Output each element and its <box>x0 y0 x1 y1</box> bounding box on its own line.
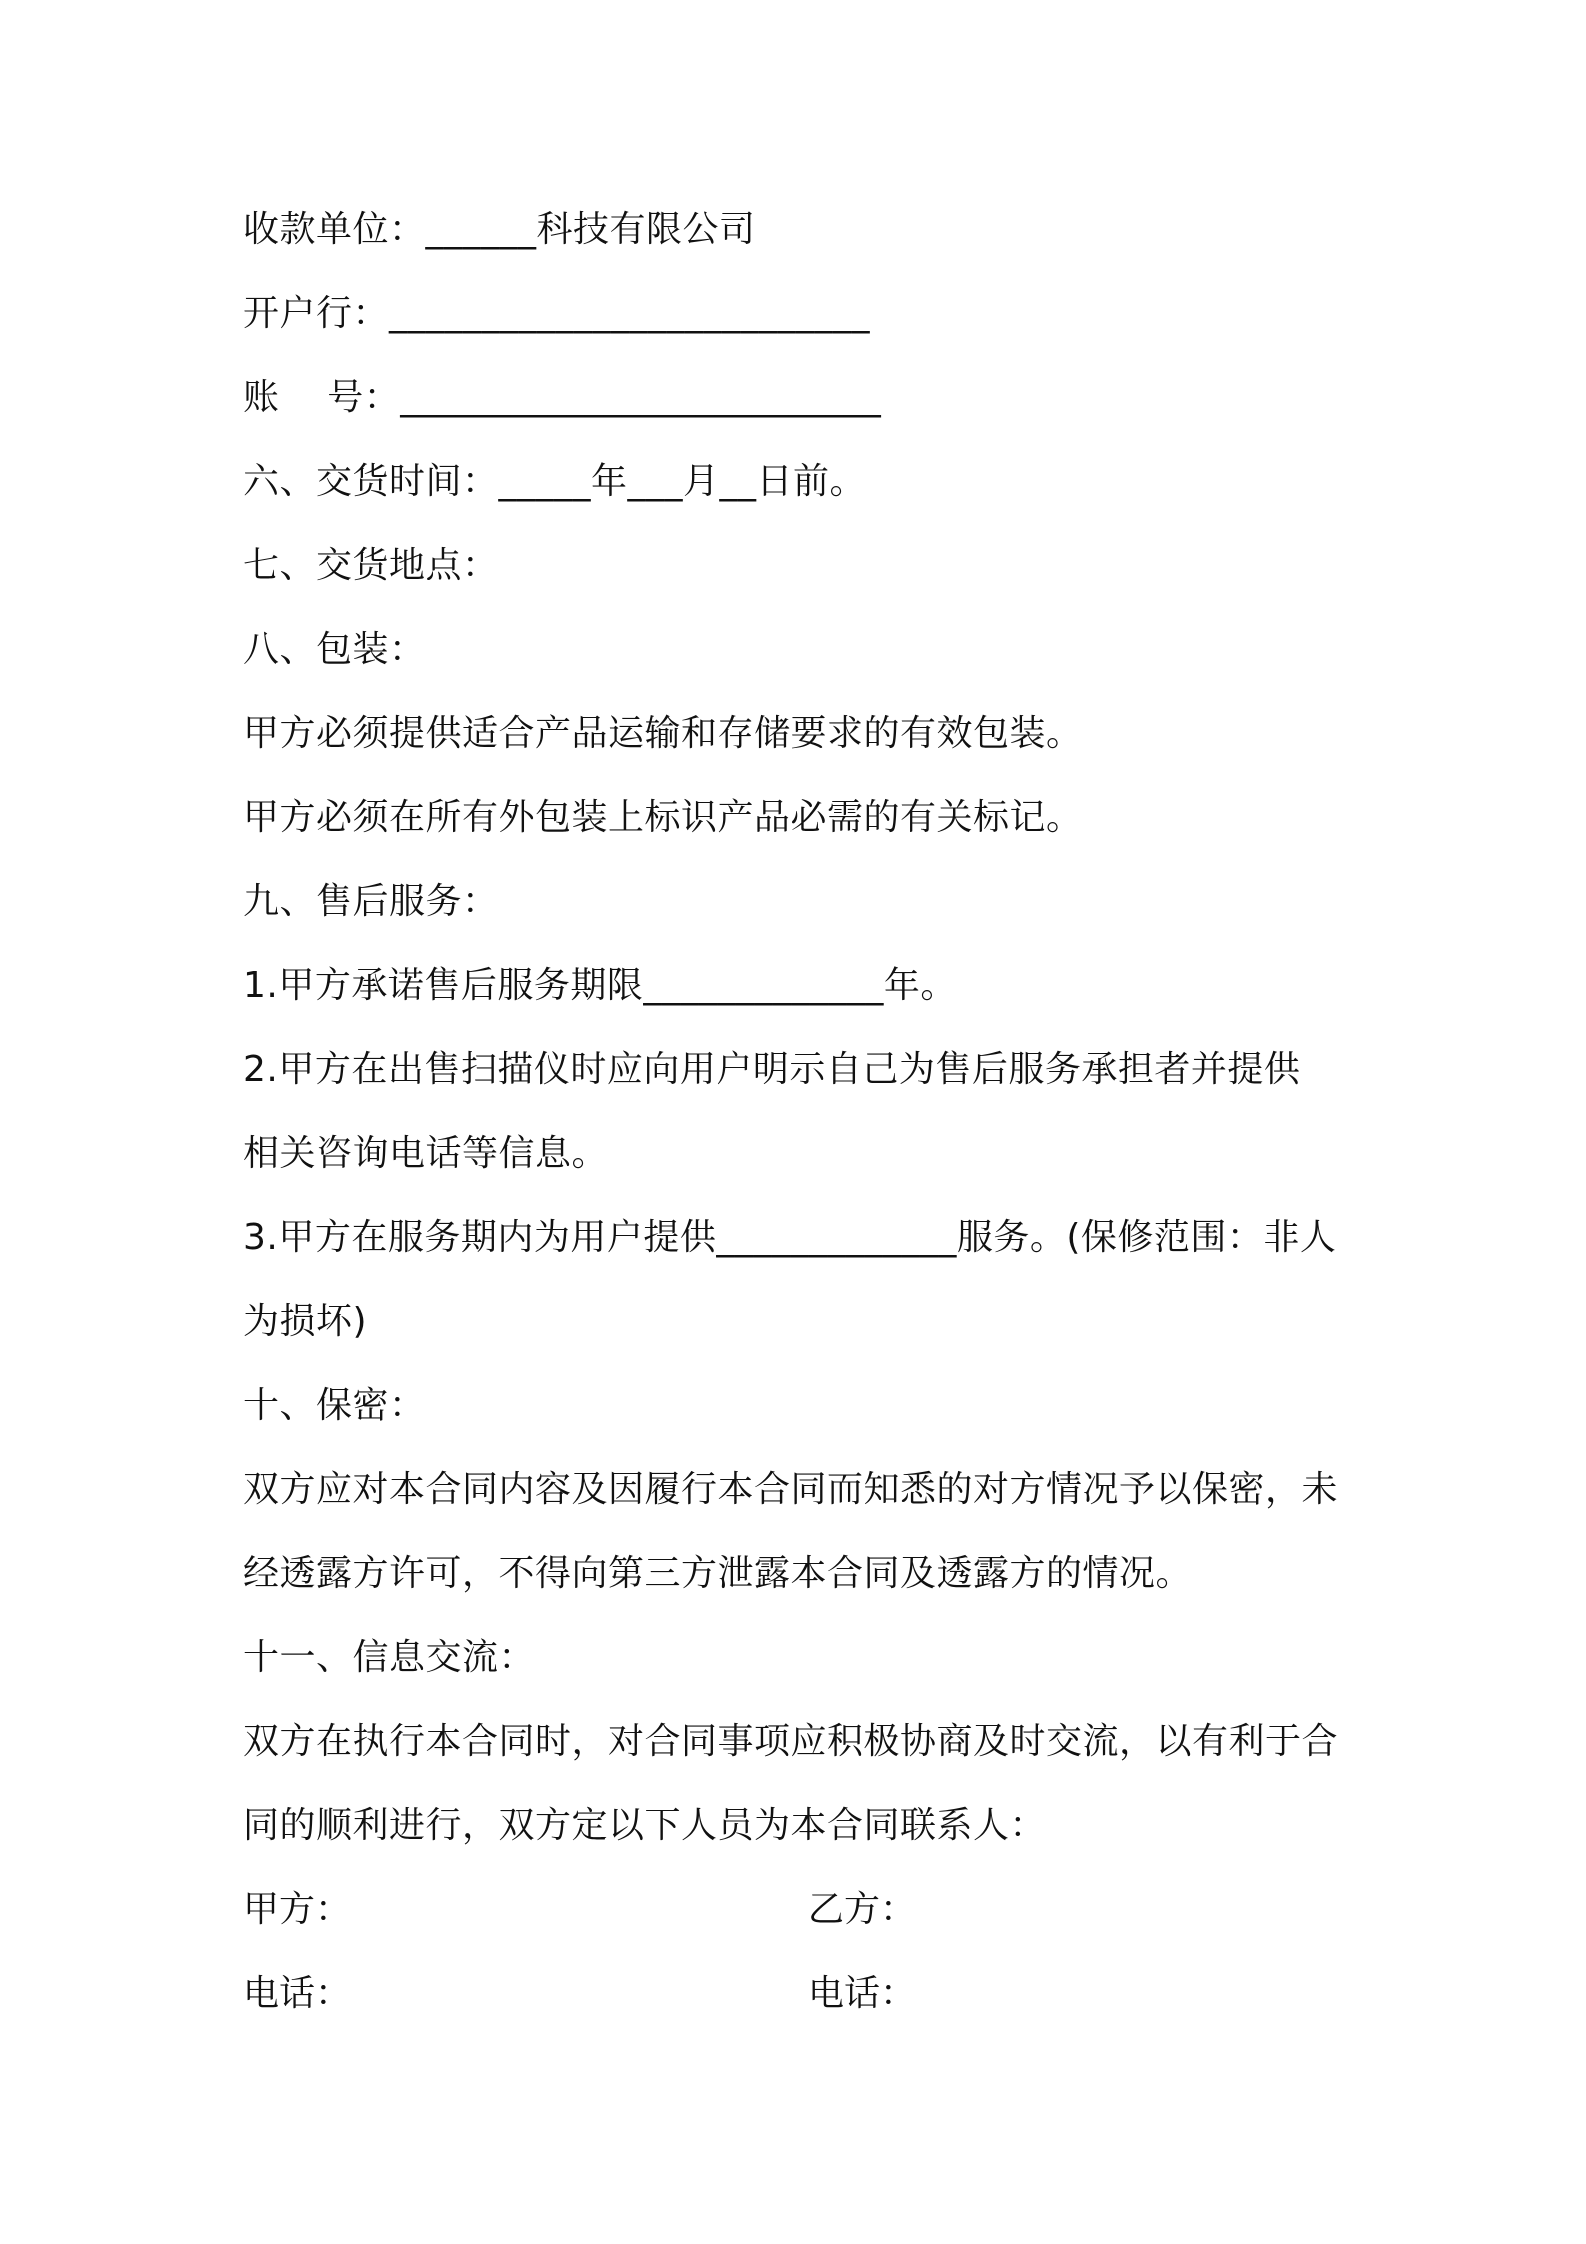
party-b-label: 乙方： <box>808 1889 917 1930</box>
payee-line: 收款单位：______科技有限公司 <box>243 209 756 250</box>
packaging-clause-2: 甲方必须在所有外包装上标识产品必需的有关标记。 <box>243 797 1083 838</box>
service-clause-2-cont: 相关咨询电话等信息。 <box>243 1133 609 1174</box>
service-clause-1: 1.甲方承诺售后服务期限_____________年。 <box>243 965 957 1006</box>
section-8-heading: 八、包装： <box>243 629 426 670</box>
confidentiality-clause-cont: 经透露方许可，不得向第三方泄露本合同及透露方的情况。 <box>243 1553 1193 1594</box>
communication-clause: 双方在执行本合同时，对合同事项应积极协商及时交流，以有利于合 <box>243 1721 1339 1762</box>
account-line: 账 号：__________________________ <box>243 377 882 418</box>
communication-clause-cont: 同的顺利进行，双方定以下人员为本合同联系人： <box>243 1805 1047 1846</box>
section-7-delivery-place: 七、交货地点： <box>243 545 499 586</box>
phone-b-label: 电话： <box>808 1973 917 2014</box>
service-clause-2: 2.甲方在出售扫描仪时应向用户明示自己为售后服务承担者并提供 <box>243 1049 1301 1090</box>
section-10-heading: 十、保密： <box>243 1385 426 1426</box>
section-6-delivery-time: 六、交货时间：_____年___月__日前。 <box>243 461 867 502</box>
section-11-heading: 十一、信息交流： <box>243 1637 536 1678</box>
service-clause-3-cont: 为损坏) <box>243 1301 368 1342</box>
confidentiality-clause: 双方应对本合同内容及因履行本合同而知悉的对方情况予以保密，未 <box>243 1469 1339 1510</box>
party-row <box>243 1885 1363 1935</box>
bank-line: 开户行：__________________________ <box>243 293 871 334</box>
phone-row <box>243 1969 1363 2019</box>
section-9-heading: 九、售后服务： <box>243 881 499 922</box>
service-clause-3: 3.甲方在服务期内为用户提供_____________服务。(保修范围：非人 <box>243 1217 1337 1258</box>
phone-a-label: 电话： <box>243 1973 352 2014</box>
packaging-clause-1: 甲方必须提供适合产品运输和存储要求的有效包装。 <box>243 713 1083 754</box>
party-a-label: 甲方： <box>243 1889 352 1930</box>
